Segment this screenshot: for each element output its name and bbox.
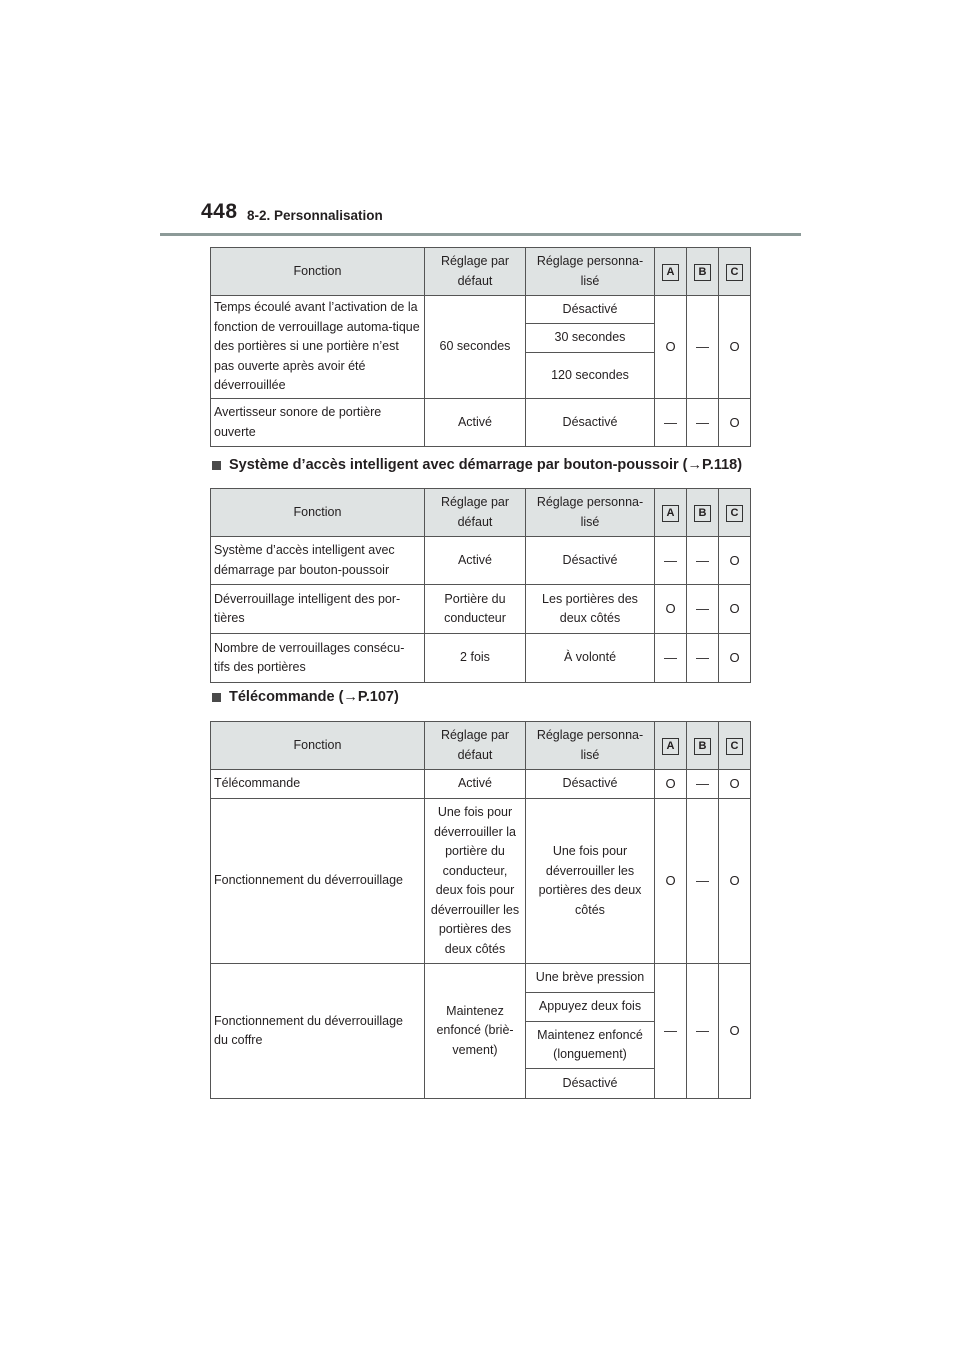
row-option: Désactivé — [526, 296, 655, 324]
col-fonction: Fonction — [211, 489, 425, 537]
table-row — [211, 799, 751, 964]
badge-b: B — [694, 264, 711, 281]
row-mark-a: — — [655, 634, 687, 683]
row-mark-b: — — [687, 770, 719, 799]
row-default: Activé — [425, 537, 526, 585]
row-mark-a: — — [655, 537, 687, 585]
row-default: Maintenez enfoncé (briè-vement) — [425, 964, 526, 1099]
row-mark-a: — — [655, 964, 687, 1099]
table-header-row — [211, 722, 751, 770]
row-option: 120 secondes — [526, 353, 655, 399]
row-function: Avertisseur sonore de portière ouverte — [211, 399, 425, 447]
subhead-remote — [212, 689, 399, 705]
row-function: Système d’accès intelligent avec démarrage par bouton-poussoir — [211, 537, 425, 585]
col-default: Réglage par défaut — [425, 489, 526, 537]
row-option: 30 secondes — [526, 324, 655, 353]
table-smart-access — [210, 488, 751, 683]
row-option: Une brève pression — [526, 964, 655, 993]
col-a — [655, 489, 687, 537]
row-mark-c: O — [719, 296, 751, 399]
table-remote — [210, 721, 751, 1099]
row-mark-c: O — [719, 770, 751, 799]
row-mark-c: O — [719, 399, 751, 447]
row-function: Nombre de verrouillages consécu-tifs des portières — [211, 634, 425, 683]
table-header-row — [211, 489, 751, 537]
row-option: Appuyez deux fois — [526, 993, 655, 1022]
row-option: Désactivé — [526, 1069, 655, 1099]
table-header-row — [211, 248, 751, 296]
row-custom: À volonté — [526, 634, 655, 683]
row-custom: Désactivé — [526, 399, 655, 447]
col-a — [655, 722, 687, 770]
table-row — [211, 585, 751, 634]
row-mark-c: O — [719, 799, 751, 964]
row-custom: Désactivé — [526, 537, 655, 585]
col-c — [719, 248, 751, 296]
col-c — [719, 722, 751, 770]
row-mark-b: — — [687, 799, 719, 964]
row-default: Activé — [425, 770, 526, 799]
badge-a: A — [662, 738, 679, 755]
row-mark-a: O — [655, 296, 687, 399]
row-default: 60 secondes — [425, 296, 526, 399]
table-door-lock — [210, 247, 751, 447]
subhead-text: Système d’accès intelligent avec démarrage par bouton-poussoir (→P.118) — [229, 457, 743, 473]
col-custom: Réglage personna-lisé — [526, 489, 655, 537]
section-title: 8-2. Personnalisation — [247, 208, 383, 223]
row-mark-a: O — [655, 585, 687, 634]
row-mark-c: O — [719, 537, 751, 585]
square-bullet-icon — [212, 693, 221, 702]
col-c — [719, 489, 751, 537]
row-mark-a: — — [655, 399, 687, 447]
row-function: Télécommande — [211, 770, 425, 799]
subhead-smart-access — [212, 457, 742, 473]
row-mark-c: O — [719, 964, 751, 1099]
col-default: Réglage par défaut — [425, 248, 526, 296]
col-default: Réglage par défaut — [425, 722, 526, 770]
row-default: 2 fois — [425, 634, 526, 683]
badge-a: A — [662, 264, 679, 281]
row-mark-b: — — [687, 964, 719, 1099]
col-a — [655, 248, 687, 296]
row-function: Fonctionnement du déverrouillage — [211, 799, 425, 964]
row-custom: Une fois pour déverrouiller les portières des deux côtés — [526, 799, 655, 964]
col-fonction: Fonction — [211, 722, 425, 770]
col-b — [687, 248, 719, 296]
row-mark-a: O — [655, 799, 687, 964]
row-mark-b: — — [687, 634, 719, 683]
col-custom: Réglage personna-lisé — [526, 248, 655, 296]
square-bullet-icon — [212, 461, 221, 470]
badge-a: A — [662, 505, 679, 522]
badge-b: B — [694, 738, 711, 755]
row-default: Activé — [425, 399, 526, 447]
table-row — [211, 399, 751, 447]
row-mark-b: — — [687, 537, 719, 585]
row-custom: Désactivé — [526, 770, 655, 799]
col-b — [687, 489, 719, 537]
badge-c: C — [726, 505, 743, 522]
subhead-text: Télécommande (→P.107) — [229, 689, 399, 705]
badge-c: C — [726, 738, 743, 755]
row-mark-c: O — [719, 634, 751, 683]
row-mark-b: — — [687, 585, 719, 634]
row-mark-b: — — [687, 296, 719, 399]
row-function: Déverrouillage intelligent des por-tières — [211, 585, 425, 634]
col-fonction: Fonction — [211, 248, 425, 296]
page-number: 448 — [201, 200, 238, 223]
row-function: Temps écoulé avant l’activation de la fonction de verrouillage automa-tique des portières si une portière n’est pas ouverte après avoir été déverrouillée — [211, 296, 425, 399]
row-mark-b: — — [687, 399, 719, 447]
col-custom: Réglage personna-lisé — [526, 722, 655, 770]
table-row — [211, 770, 751, 799]
table-row — [211, 964, 751, 993]
badge-b: B — [694, 505, 711, 522]
table-row — [211, 296, 751, 324]
badge-c: C — [726, 264, 743, 281]
row-default: Portière du conducteur — [425, 585, 526, 634]
row-mark-c: O — [719, 585, 751, 634]
table-row — [211, 537, 751, 585]
table-row — [211, 634, 751, 683]
row-option: Maintenez enfoncé (longuement) — [526, 1022, 655, 1069]
header-rule — [160, 233, 801, 236]
row-function: Fonctionnement du déverrouillage du coffre — [211, 964, 425, 1099]
row-custom: Les portières des deux côtés — [526, 585, 655, 634]
row-mark-a: O — [655, 770, 687, 799]
row-default: Une fois pour déverrouiller la portière du conducteur, deux fois pour déverrouiller les portières des deux côtés — [425, 799, 526, 964]
col-b — [687, 722, 719, 770]
